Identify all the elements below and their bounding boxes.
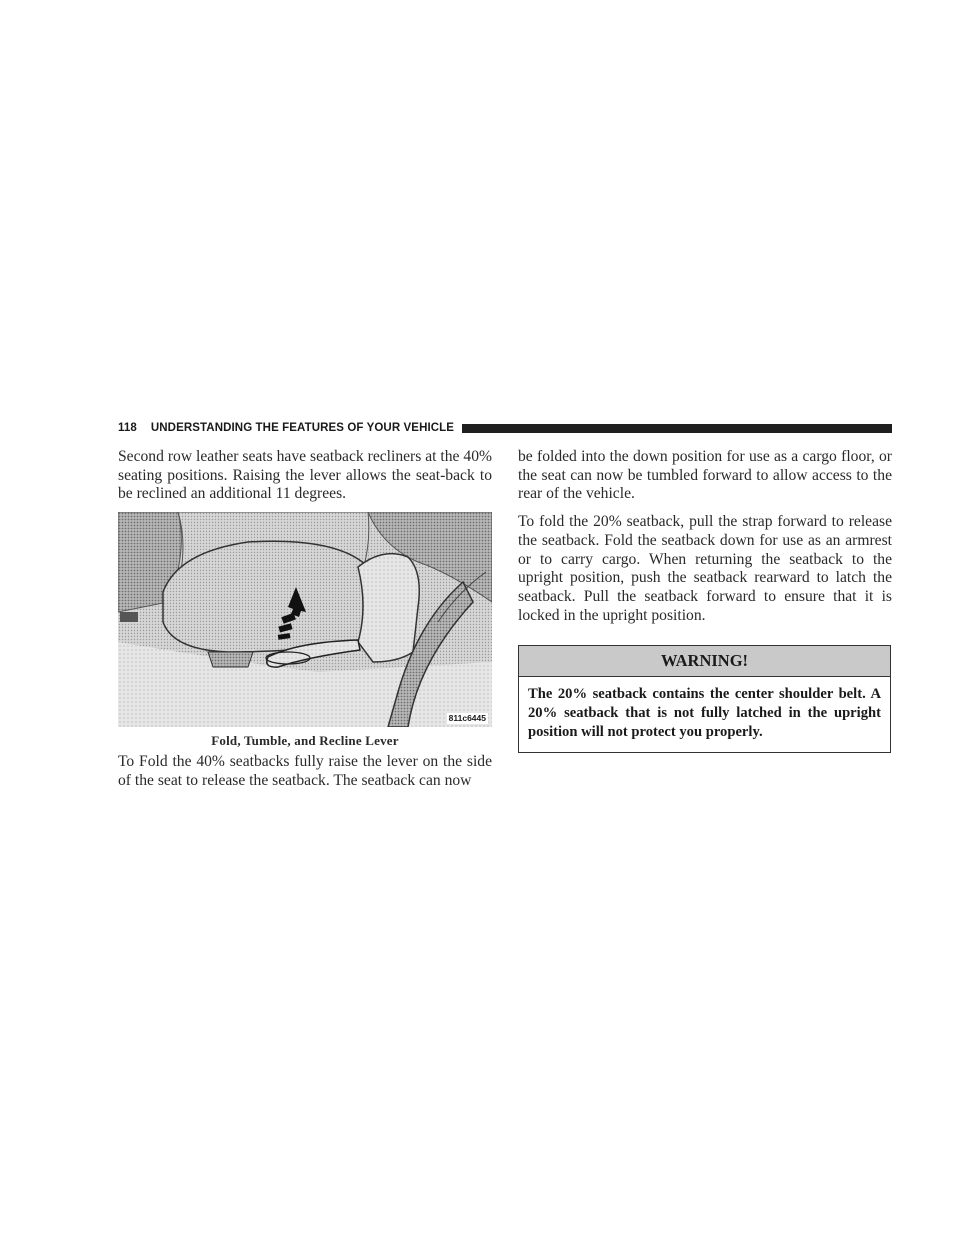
warning-text: The 20% seatback contains the center shoulder belt. A 20% seatback that is not fully latched in the upright position will not protect you properly. xyxy=(528,686,881,740)
right-column xyxy=(518,448,892,753)
figure-caption: Fold, Tumble, and Recline Lever xyxy=(211,733,399,749)
seat-lever-illustration xyxy=(118,512,492,727)
page-header xyxy=(118,419,892,437)
seat-illustration-graphic xyxy=(118,512,492,727)
intro-paragraph: Second row leather seats have seatback recliners at the 40% seating positions. Raising the lever allows the seat-back to be reclined an additional 11 degrees. xyxy=(118,448,492,503)
page-number: 118 xyxy=(118,422,137,434)
continuation-paragraph: be folded into the down position for use as a cargo floor, or the seat can now be tumbled forward to allow access to the rear of the vehicle. xyxy=(518,448,892,503)
section-title: UNDERSTANDING THE FEATURES OF YOUR VEHICLE xyxy=(150,422,455,434)
figure-code: 811c6445 xyxy=(448,713,486,724)
twenty-percent-paragraph: To fold the 20% seatback, pull the strap forward to release the seatback. Fold the seatback down for use as an armrest or to carry cargo. When returning the seatback to the upright position, push the seatback rearward to latch the seatback. Pull the seatback forward to ensure that it is locked in the upright position. xyxy=(518,513,892,624)
left-column xyxy=(118,448,492,791)
header-rule xyxy=(462,424,892,433)
fold-paragraph: To Fold the 40% seatbacks fully raise the lever on the side of the seat to release the seatback. The seatback can now xyxy=(118,753,492,789)
warning-title: WARNING! xyxy=(519,646,890,677)
warning-box xyxy=(518,645,891,752)
